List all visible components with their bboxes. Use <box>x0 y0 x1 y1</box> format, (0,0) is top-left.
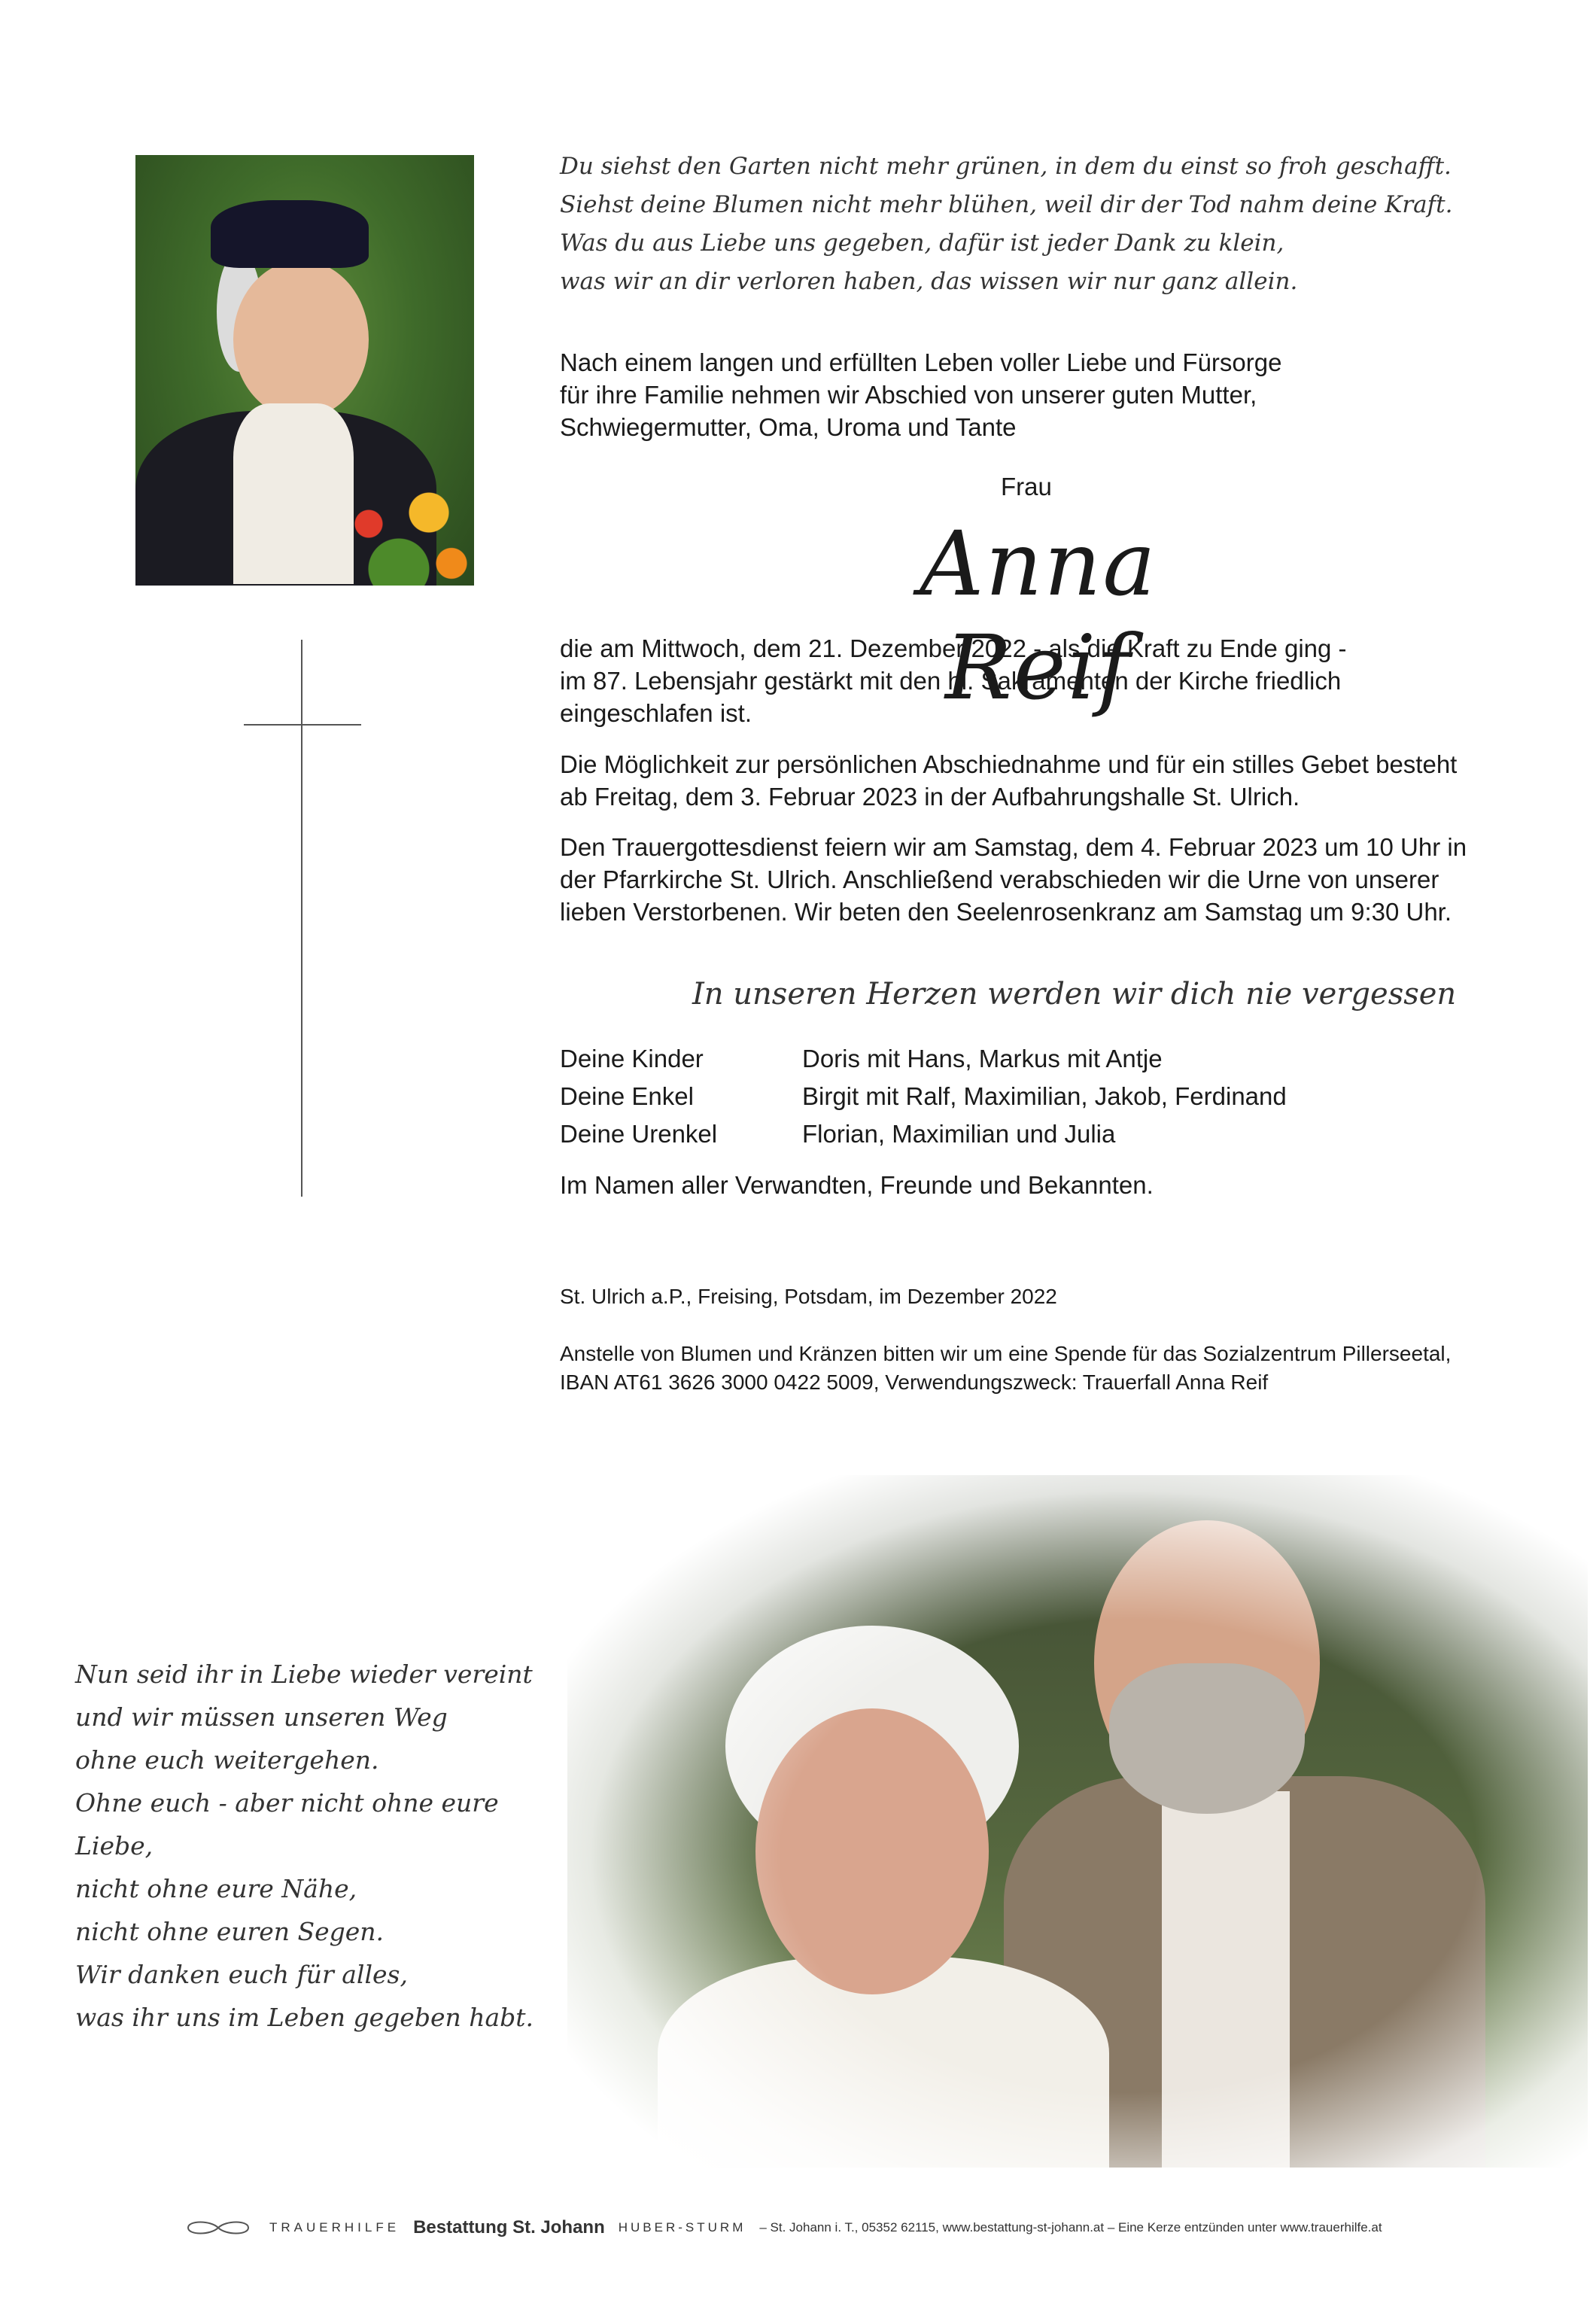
viewing-line: Die Möglichkeit zur persönlichen Abschiednahme und für ein stilles Gebet besteht <box>560 750 1458 778</box>
couple-photo <box>567 1475 1588 2168</box>
motto: In unseren Herzen werden wir dich nie vergessen <box>692 977 1457 1012</box>
footer <box>181 2213 1520 2243</box>
family-label: Deine Kinder <box>560 1045 704 1072</box>
poem-line: Wir danken euch für alles, <box>75 1960 408 1989</box>
salutation: Frau <box>1001 473 1052 500</box>
notice-line: eingeschlafen ist. <box>560 699 752 727</box>
service-info <box>560 831 1538 928</box>
donation-line: IBAN AT61 3626 3000 0422 5009, Verwendungszweck: Trauerfall Anna Reif <box>560 1371 1269 1394</box>
cross-icon <box>301 640 302 1197</box>
intro-text <box>560 346 1538 443</box>
poem-line: nicht ohne euren Segen. <box>75 1917 385 1946</box>
notice-line: die am Mittwoch, dem 21. Dezember 2022 - als die Kraft zu Ende ging - <box>560 634 1347 662</box>
poem-line: Ohne euch - aber nicht ohne eure Liebe, <box>75 1788 499 1860</box>
poem-line: Was du aus Liebe uns gegeben, dafür ist jeder Dank zu klein, <box>560 230 1284 257</box>
viewing-line: ab Freitag, dem 3. Februar 2023 in der Aufbahrungshalle St. Ulrich. <box>560 783 1300 811</box>
poem-line: was wir an dir verloren haben, das wissen wir nur ganz allein. <box>560 268 1298 295</box>
footer-contact: – St. Johann i. T., 05352 62115, www.bestattung-st-johann.at – Eine Kerze entzünden unter www.trauerhilfe.at <box>759 2220 1382 2235</box>
infinity-logo-icon <box>181 2216 256 2239</box>
family-label: Deine Enkel <box>560 1082 694 1110</box>
deceased-name: Anna Reif <box>920 512 1157 719</box>
family-names: Florian, Maximilian und Julia <box>802 1120 1116 1148</box>
intro-line: Nach einem langen und erfüllten Leben voller Liebe und Fürsorge <box>560 348 1282 376</box>
donation-note <box>560 1340 1538 1397</box>
service-line: lieben Verstorbenen. Wir beten den Seelenrosenkranz am Samstag um 9:30 Uhr. <box>560 898 1452 926</box>
footer-brand-trauerhilfe: TRAUERHILFE <box>269 2220 400 2235</box>
service-line: Den Trauergottesdienst feiern wir am Samstag, dem 4. Februar 2023 um 10 Uhr in <box>560 833 1467 861</box>
footer-brand-huber-sturm: HUBER-STURM <box>618 2220 746 2235</box>
poem-line: ohne euch weitergehen. <box>75 1745 379 1775</box>
service-line: der Pfarrkirche St. Ulrich. Anschließend verabschieden wir die Urne von unserer <box>560 866 1439 893</box>
intro-line: Schwiegermutter, Oma, Uroma und Tante <box>560 413 1017 441</box>
poem-line: Nun seid ihr in Liebe wieder vereint <box>75 1660 533 1689</box>
cross-icon-bar <box>244 724 361 726</box>
poem-line: Siehst deine Blumen nicht mehr blühen, weil dir der Tod nahm deine Kraft. <box>560 191 1453 218</box>
viewing-info <box>560 748 1538 813</box>
intro-line: für ihre Familie nehmen wir Abschied von unserer guten Mutter, <box>560 381 1257 409</box>
footer-brand-bestattung: Bestattung St. Johann <box>413 2217 605 2238</box>
poem-bottom <box>75 1653 557 2039</box>
notice-line: im 87. Lebensjahr gestärkt mit den hl. Sakramenten der Kirche friedlich <box>560 667 1342 695</box>
donation-line: Anstelle von Blumen und Kränzen bitten wir um eine Spende für das Sozialzentrum Pillerseetal, <box>560 1342 1452 1365</box>
poem-line: nicht ohne eure Nähe, <box>75 1874 357 1903</box>
poem-top <box>560 148 1463 301</box>
place-date: St. Ulrich a.P., Freising, Potsdam, im Dezember 2022 <box>560 1285 1057 1308</box>
family-label: Deine Urenkel <box>560 1120 718 1148</box>
poem-line: was ihr uns im Leben gegeben habt. <box>75 2003 534 2032</box>
portrait-photo <box>135 155 474 586</box>
death-notice <box>560 632 1538 729</box>
poem-line: und wir müssen unseren Weg <box>75 1702 448 1732</box>
family-names: Doris mit Hans, Markus mit Antje <box>802 1045 1163 1072</box>
family-names: Birgit mit Ralf, Maximilian, Jakob, Ferdinand <box>802 1082 1287 1110</box>
closing-text: Im Namen aller Verwandten, Freunde und Bekannten. <box>560 1171 1154 1199</box>
poem-line: Du siehst den Garten nicht mehr grünen, in dem du einst so froh geschafft. <box>560 153 1452 180</box>
